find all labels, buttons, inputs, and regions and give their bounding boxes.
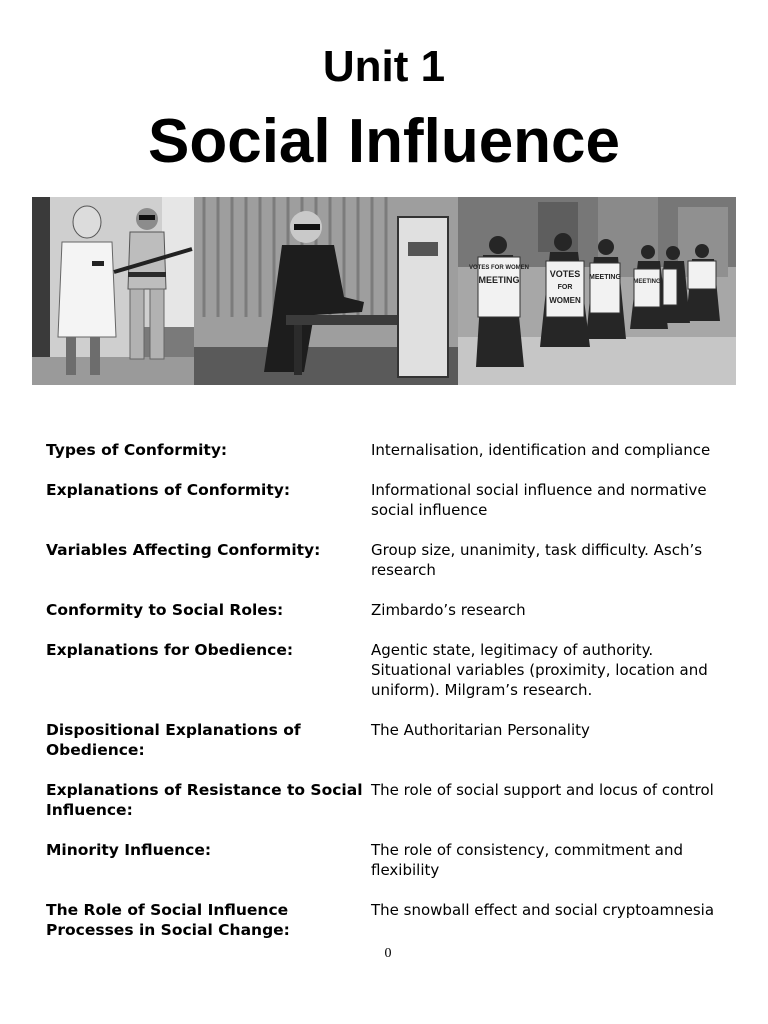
topic-row	[46, 840, 736, 880]
topic-term: Minority Influence:	[46, 841, 212, 859]
topic-term: Explanations of Resistance to Social Influence:	[46, 781, 363, 819]
topic-term: Explanations for Obedience:	[46, 641, 294, 659]
topic-term: Types of Conformity:	[46, 441, 228, 459]
experimenter-photo	[194, 197, 458, 385]
svg-text:WOMEN: WOMEN	[549, 296, 581, 305]
topic-row	[46, 780, 736, 820]
topic-row	[46, 540, 736, 580]
topic-term: Dispositional Explanations of Obedience:	[46, 721, 301, 759]
svg-text:VOTES: VOTES	[549, 269, 581, 279]
prison-guard-photo	[32, 197, 194, 385]
topic-term: Explanations of Conformity:	[46, 481, 291, 499]
topic-term: The Role of Social Influence Processes in Social Change:	[46, 901, 290, 939]
topic-description: Internalisation, identification and compliance	[371, 441, 711, 459]
topic-term: Variables Affecting Conformity:	[46, 541, 321, 559]
topic-row	[46, 640, 736, 700]
topic-row	[46, 900, 736, 940]
topic-row	[46, 480, 736, 520]
topic-list	[46, 440, 736, 960]
topic-description: Zimbardo’s research	[371, 601, 526, 619]
suffragette-protest-photo	[458, 197, 736, 385]
svg-text:FOR: FOR	[557, 284, 573, 291]
topic-description: The snowball effect and social cryptoamnesia	[371, 901, 715, 919]
topic-description: The Authoritarian Personality	[371, 721, 590, 739]
page-title: Social Influence	[147, 107, 621, 176]
photo-strip	[32, 197, 736, 385]
topic-description: Group size, unanimity, task difficulty. Asch’s research	[371, 541, 703, 579]
topic-description: The role of consistency, commitment and flexibility	[371, 841, 683, 879]
topic-row	[46, 440, 736, 460]
svg-text:MEETING: MEETING	[633, 279, 661, 285]
topic-term: Conformity to Social Roles:	[46, 601, 284, 619]
topic-row	[46, 600, 736, 620]
topic-description: The role of social support and locus of control	[371, 781, 714, 799]
page-number: 0	[384, 946, 392, 961]
page-title-unit: Unit 1	[322, 42, 446, 91]
placard-text: VOTES FOR WOMEN	[469, 265, 529, 271]
topic-description: Informational social influence and normative social influence	[371, 481, 707, 519]
topic-description: Agentic state, legitimacy of authority. Situational variables (proximity, location and uniform). Milgram’s research.	[371, 641, 708, 699]
svg-text:MEETING: MEETING	[589, 274, 621, 281]
svg-text:MEETING: MEETING	[478, 275, 520, 285]
topic-row	[46, 720, 736, 760]
